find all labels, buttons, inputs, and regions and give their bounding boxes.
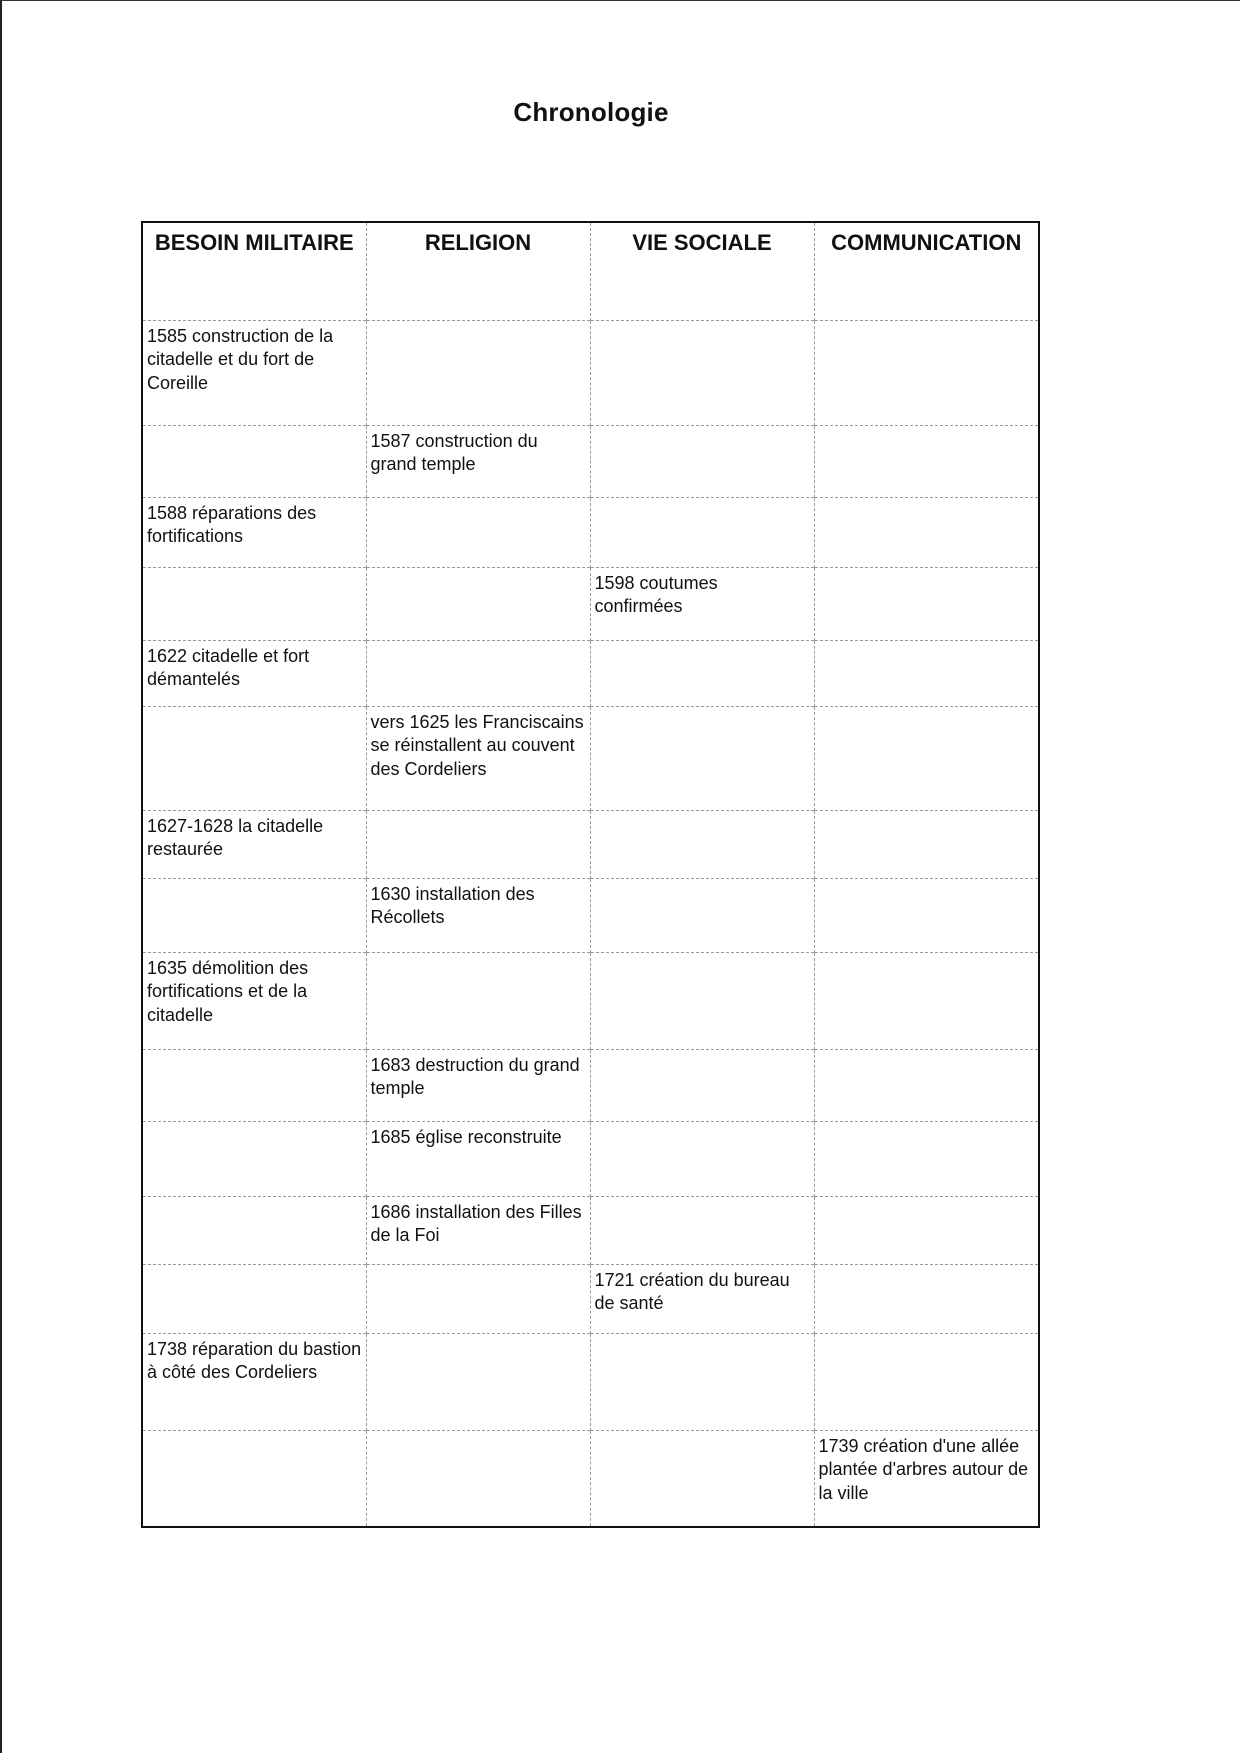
- column-header-military: BESOIN MILITAIRE: [154, 230, 354, 255]
- table-cell: 1738 réparation du bastion à côté des Cordeliers: [142, 1333, 366, 1430]
- table-cell: [814, 640, 1039, 706]
- table-cell: 1683 destruction du grand temple: [366, 1049, 590, 1121]
- table-cell: [590, 810, 814, 878]
- table-row: [142, 1196, 1039, 1264]
- table-cell: [590, 1196, 814, 1264]
- table-cell: [590, 497, 814, 567]
- table-cell: [366, 1264, 590, 1333]
- table-cell: 1686 installation des Filles de la Foi: [366, 1196, 590, 1264]
- column-header-social-life: VIE SOCIALE: [590, 222, 814, 320]
- table-cell: [142, 1430, 366, 1527]
- table-row: [142, 497, 1039, 567]
- table-row: [142, 1333, 1039, 1430]
- table-cell: [590, 1333, 814, 1430]
- table-cell: [814, 1264, 1039, 1333]
- table-row: [142, 810, 1039, 878]
- table-cell: [590, 320, 814, 425]
- table-cell: 1739 création d'une allée plantée d'arbres autour de la ville: [814, 1430, 1039, 1527]
- table-row: [142, 706, 1039, 810]
- column-header-religion: RELIGION: [366, 222, 590, 320]
- table-row: [142, 1264, 1039, 1333]
- table-cell: [366, 1430, 590, 1527]
- table-cell: [590, 952, 814, 1049]
- table-cell: [814, 878, 1039, 952]
- table-cell: [142, 1264, 366, 1333]
- table-cell: [590, 425, 814, 497]
- table-cell: 1585 construction de la citadelle et du fort de Coreille: [142, 320, 366, 425]
- table-cell: 1622 citadelle et fort démantelés: [142, 640, 366, 706]
- table-row: [142, 878, 1039, 952]
- table-cell: [142, 567, 366, 640]
- table-row: [142, 567, 1039, 640]
- table-cell: [590, 878, 814, 952]
- table-cell: 1627-1628 la citadelle restaurée: [142, 810, 366, 878]
- table-cell: [814, 567, 1039, 640]
- table-cell: [590, 706, 814, 810]
- table-row: [142, 952, 1039, 1049]
- table-cell: 1630 installation des Récollets: [366, 878, 590, 952]
- table-cell: [590, 1049, 814, 1121]
- table-row: [142, 1430, 1039, 1527]
- table-cell: [366, 810, 590, 878]
- table-row: [142, 1121, 1039, 1196]
- table-cell: [814, 810, 1039, 878]
- table-cell: [142, 1121, 366, 1196]
- table-cell: [366, 567, 590, 640]
- table-row: [142, 1049, 1039, 1121]
- table-cell: [814, 1333, 1039, 1430]
- table-cell: [142, 1196, 366, 1264]
- table-cell: 1721 création du bureau de santé: [590, 1264, 814, 1333]
- table-cell: [366, 320, 590, 425]
- table-cell: [590, 640, 814, 706]
- table-cell: [590, 1121, 814, 1196]
- table-cell: [142, 1049, 366, 1121]
- table-cell: vers 1625 les Franciscains se réinstallent au couvent des Cordeliers: [366, 706, 590, 810]
- table-cell: [142, 425, 366, 497]
- table-cell: 1587 construction du grand temple: [366, 425, 590, 497]
- table-cell: [814, 497, 1039, 567]
- table-row: [142, 640, 1039, 706]
- chronology-table: [141, 221, 1040, 1528]
- column-header-communication: COMMUNICATION: [814, 222, 1039, 320]
- table-cell: [366, 952, 590, 1049]
- table-cell: [814, 952, 1039, 1049]
- table-cell: [814, 320, 1039, 425]
- table-cell: 1635 démolition des fortifications et de la citadelle: [142, 952, 366, 1049]
- page-title: Chronologie: [513, 97, 669, 128]
- table-row: [142, 425, 1039, 497]
- table-cell: [142, 878, 366, 952]
- table-cell: [814, 706, 1039, 810]
- table-header-row: [142, 222, 1039, 320]
- table-cell: 1685 église reconstruite: [366, 1121, 590, 1196]
- table-cell: [366, 497, 590, 567]
- table-cell: [366, 640, 590, 706]
- table-cell: [814, 1049, 1039, 1121]
- table-cell: [142, 706, 366, 810]
- table-cell: [814, 1121, 1039, 1196]
- table-cell: [814, 425, 1039, 497]
- table-cell: [366, 1333, 590, 1430]
- table-cell: 1588 réparations des fortifications: [142, 497, 366, 567]
- table-cell: 1598 coutumes confirmées: [590, 567, 814, 640]
- table-row: [142, 320, 1039, 425]
- table-cell: [590, 1430, 814, 1527]
- table-cell: [814, 1196, 1039, 1264]
